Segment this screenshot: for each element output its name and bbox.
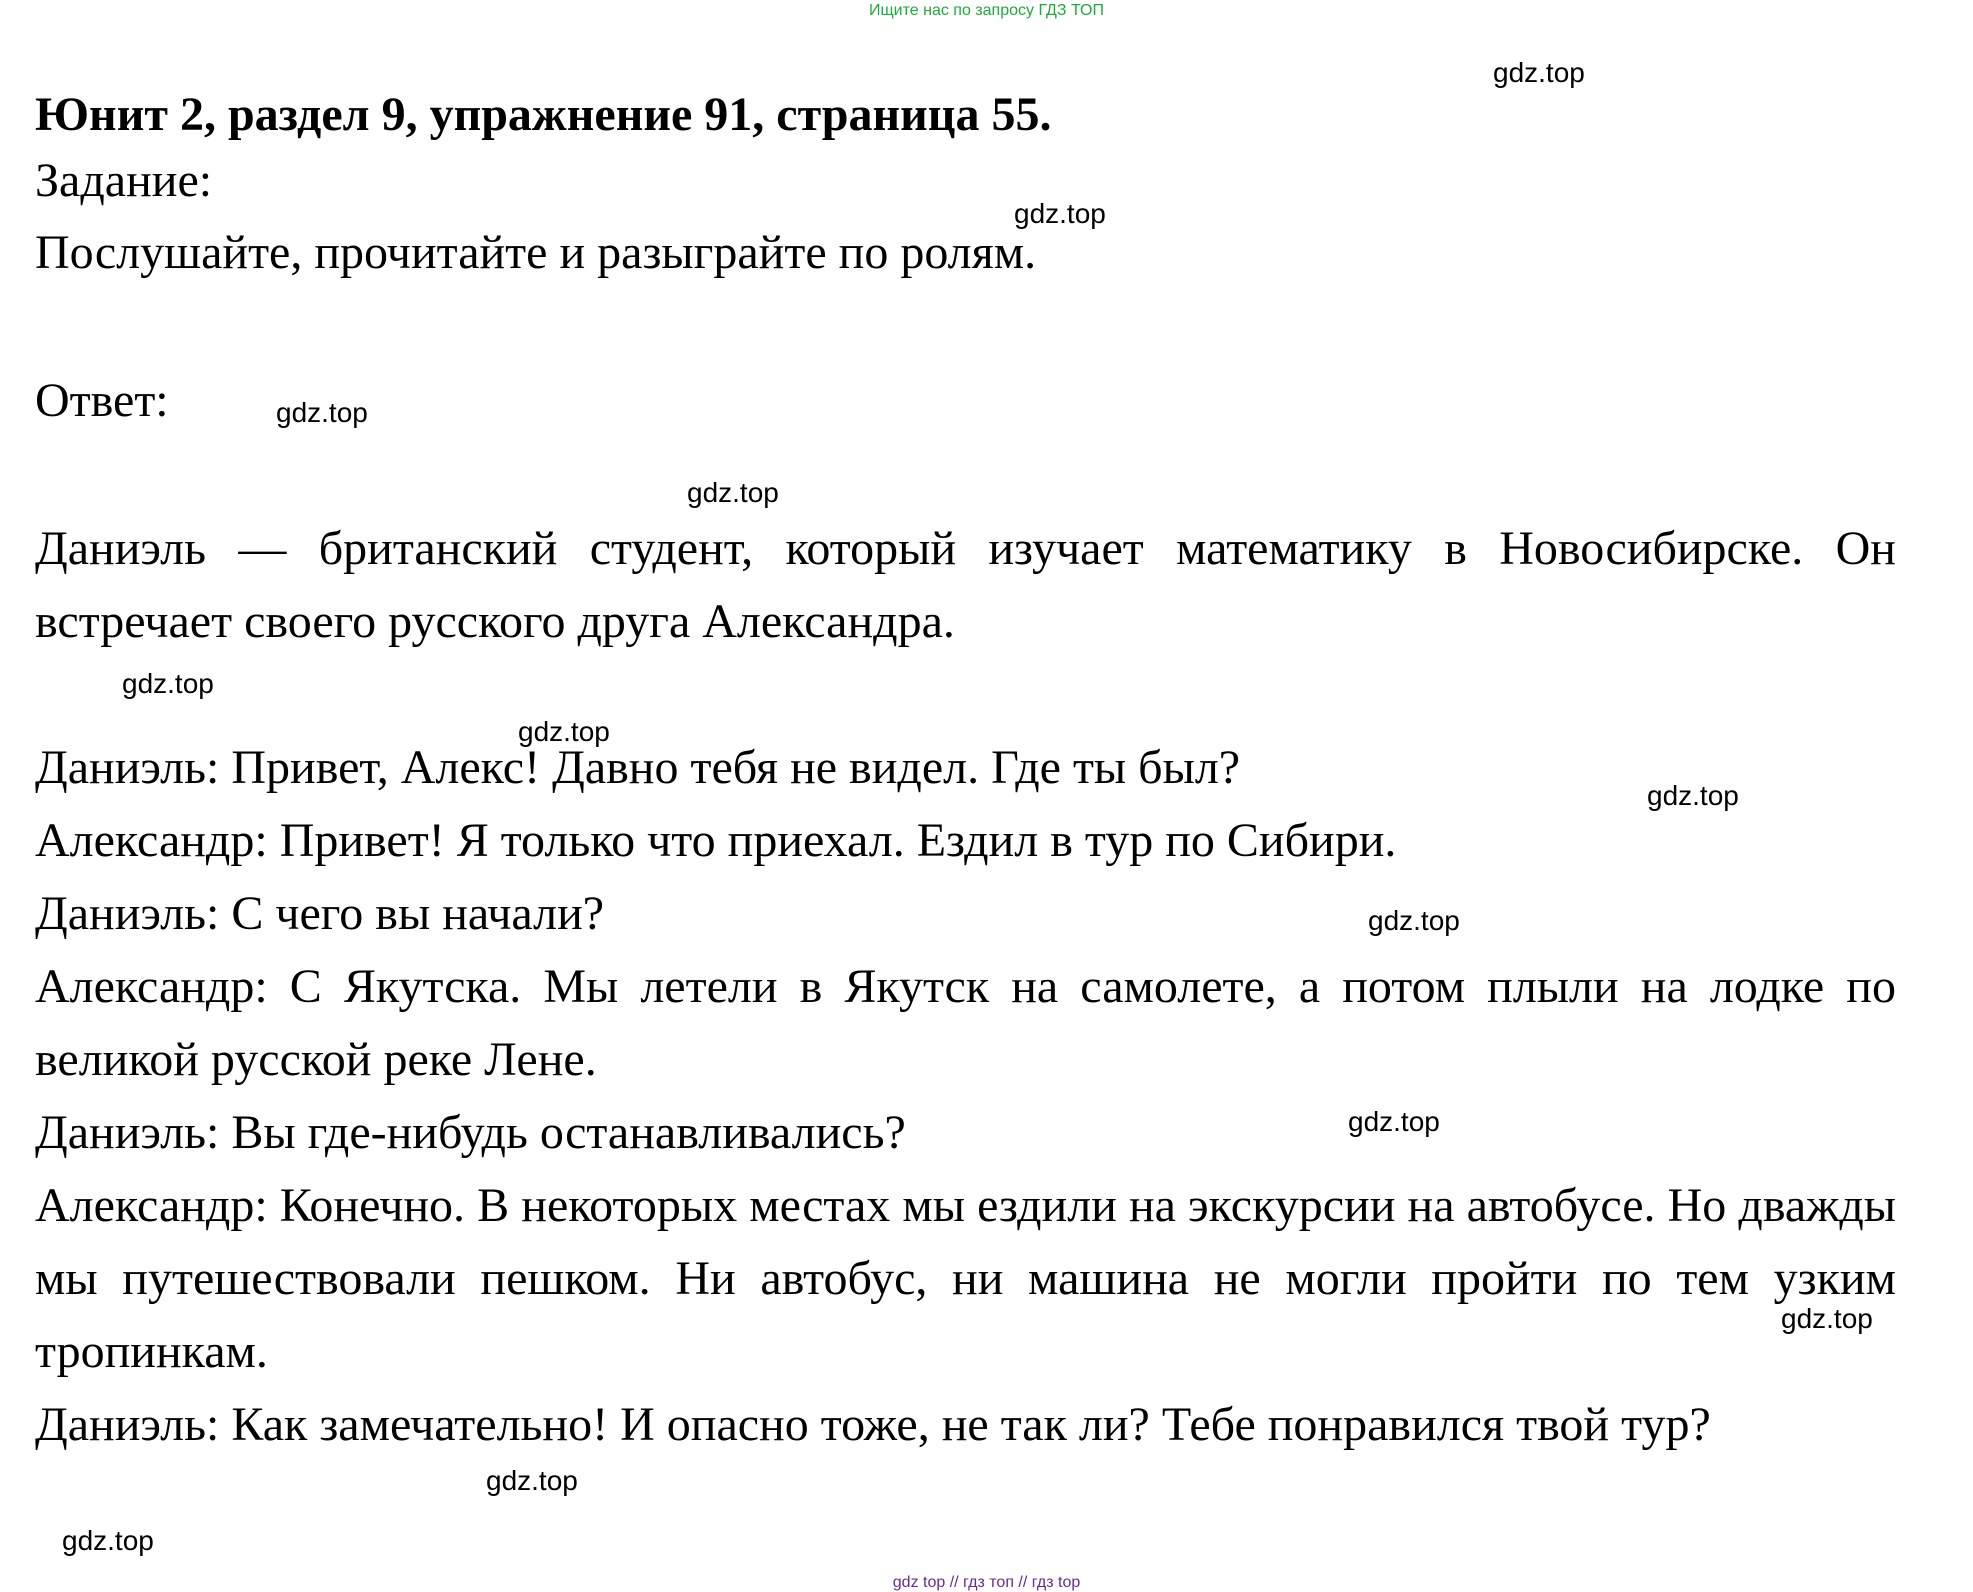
dialogue-line: Даниэль: Вы где-нибудь останавливались? xyxy=(35,1106,906,1159)
document-body xyxy=(35,84,1896,1461)
watermark: gdz.top xyxy=(687,477,779,508)
intro-paragraph: Даниэль — британский студент, который изучает математику в Новосибирске. Он встречает своего русского друга Александра. xyxy=(35,522,1896,648)
answer-label: Ответ: xyxy=(35,374,169,427)
watermark: gdz.top xyxy=(1493,57,1585,88)
dialogue-line: Александр: Привет! Я только что приехал. Ездил в тур по Сибири. xyxy=(35,814,1397,867)
dialogue-line: Даниэль: Как замечательно! И опасно тоже, не так ли? Тебе понравился твой тур? xyxy=(35,1398,1711,1451)
bottom-banner: gdz top // гдз топ // гдз top xyxy=(892,1574,1081,1591)
dialogue-line: Александр: Конечно. В некоторых местах мы ездили на экскурсии на автобусе. Но дважды мы путешествовали пешком. Ни автобус, ни машина не могли пройти по тем узким тропинкам. xyxy=(35,1179,1896,1378)
task-text: Послушайте, прочитайте и разыграйте по ролям. xyxy=(35,226,1037,279)
task-label: Задание: xyxy=(35,154,213,207)
watermark: gdz.top xyxy=(62,1525,154,1556)
watermark: gdz.top xyxy=(276,397,368,428)
watermark: gdz.top xyxy=(122,668,214,699)
dialogue-line: Даниэль: Привет, Алекс! Давно тебя не видел. Где ты был? xyxy=(35,741,1241,794)
watermark: gdz.top xyxy=(1647,780,1739,811)
watermark: gdz.top xyxy=(518,716,610,747)
dialogue-line: Александр: С Якутска. Мы летели в Якутск на самолете, а потом плыли на лодке по великой русской реке Лене. xyxy=(35,960,1896,1086)
page-title: Юнит 2, раздел 9, упражнение 91, страница 55. xyxy=(35,88,1052,141)
dialogue-line: Даниэль: С чего вы начали? xyxy=(35,887,605,940)
watermark: gdz.top xyxy=(1781,1303,1873,1334)
dialogue xyxy=(35,731,1896,1461)
watermark: gdz.top xyxy=(486,1465,578,1496)
top-banner: Ищите нас по запросу ГДЗ ТОП xyxy=(869,2,1104,19)
watermark: gdz.top xyxy=(1368,905,1460,936)
watermark: gdz.top xyxy=(1014,198,1106,229)
watermark: gdz.top xyxy=(1348,1106,1440,1137)
